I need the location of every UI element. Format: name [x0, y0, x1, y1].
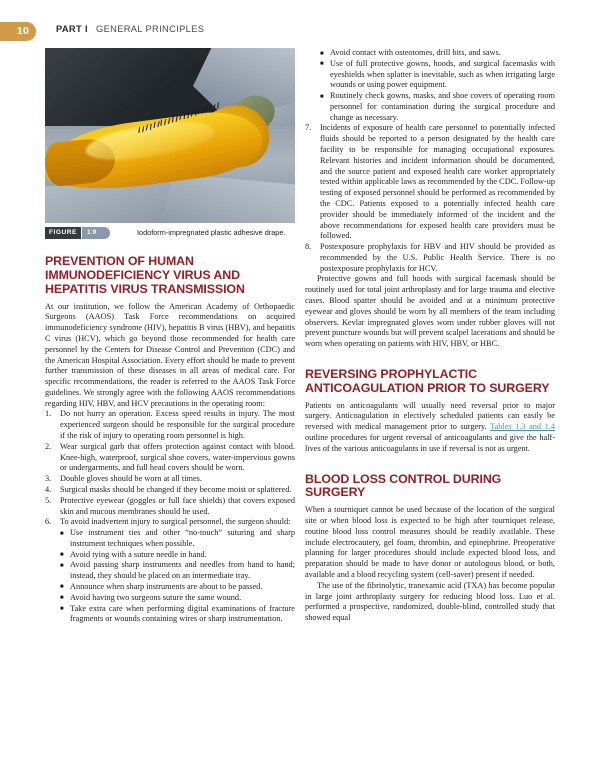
left-column	[45, 48, 295, 625]
list-item-text: Use instrument ties and other “no-touch” suturing and sharp instrument techniques when possible.	[70, 528, 295, 548]
square-bullet-icon: ■	[60, 606, 64, 613]
square-bullet-icon: ■	[60, 530, 64, 537]
list-item	[45, 517, 295, 528]
list-item-text: Postexposure prophylaxis for HBV and HIV should be provided as recommended by the U.S. Public Health Service. There is no postexposure prophylaxis for HCV.	[320, 242, 555, 273]
list-item-text: Announce when sharp instruments are about to be passed.	[70, 581, 263, 591]
list-item	[60, 560, 295, 582]
blood-loss-paragraph-1: When a tourniquet cannot be used because of the location of the surgical site or when blood loss is expected to be high after tourniquet release, routine blood loss control measures should be readily available. These include electrocautery, gel foam, thrombin, and epinephrine. Preoperative planning for larger procedures should include expected blood loss, and preparation should be made to have donor or autologous blood, or both, available and a blood recycling system (cell-saver) present if needed.	[305, 505, 555, 580]
list-item-text: Routinely check gowns, masks, and shoe covers of operating room personnel for contamination during the surgical procedure and change as necessary.	[330, 91, 555, 122]
list-item-text: Incidents of exposure of health care personnel to potentially infected fluids should be reported to a person designated by the health care facility to be responsible for managing occupational exposures. Relevant histories and incident information should be documented, and the source patient and exposed health care worker appropriately tested within applicable laws as recommended by the CDC. Follow-up testing of exposed personnel should be performed as recommended by the CDC. Patients exposed to a potentially infected health care provider should be immediately informed of the incident and the above recommendations for exposed health care providers must be followed.	[320, 123, 555, 241]
figure-caption-text: Iodoform-impregnated plastic adhesive drape.	[137, 228, 286, 237]
right-column	[305, 48, 555, 624]
list-item	[45, 409, 295, 441]
list-item-text: To avoid inadvertent injury to surgical personnel, the surgeon should:	[60, 517, 291, 527]
list-item-text: Use of full protective gowns, hoods, and surgical facemasks with eyeshields when splatter is inevitable, such as when irrigating large wounds or using power equipment.	[330, 58, 555, 90]
list-item	[60, 604, 295, 626]
list-item-number: 3.	[45, 474, 52, 484]
section-heading-blood-loss: BLOOD LOSS CONTROL DURING SURGERY	[305, 471, 502, 500]
square-bullet-icon: ■	[320, 93, 324, 100]
list-item	[305, 242, 555, 274]
list-item-text: Avoid passing sharp instruments and needles from hand to hand; instead, they should be placed on an intermediate tray.	[70, 560, 295, 581]
list-item-number: 5.	[45, 495, 52, 505]
hiv-recommendations-list-continued	[305, 123, 555, 274]
list-item-number: 7.	[305, 123, 312, 133]
list-item	[60, 528, 295, 550]
list-item	[320, 91, 555, 123]
list-item-text: Avoid contact with osteotomes, drill bits, and saws.	[330, 48, 501, 57]
list-item	[60, 582, 295, 593]
list-item	[320, 48, 555, 59]
list-item-number: 2.	[45, 441, 52, 451]
list-item	[45, 442, 295, 474]
list-item-text: Wear surgical garb that offers protection against contact with blood. Knee-high, waterproof, surgical shoe covers, water-impervious gowns or undergarments, and full head covers should be worn.	[60, 441, 295, 473]
section-heading-anticoagulation: REVERSING PROPHYLACTIC ANTICOAGULATION PRIOR TO SURGERY	[305, 366, 550, 395]
square-bullet-icon: ■	[60, 584, 64, 591]
running-head	[0, 22, 600, 42]
list-item-text: Surgical masks should be changed if they become moist or splattered.	[60, 484, 292, 494]
figure-label: FIGURE	[45, 227, 81, 239]
figure-number: 1.9	[82, 227, 110, 239]
list-item-number: 4.	[45, 484, 52, 494]
list-item-text: Avoid having two surgeons suture the same wound.	[70, 592, 242, 602]
list-item-number: 8.	[305, 242, 312, 252]
list-item-number: 6.	[45, 517, 52, 527]
list-item	[45, 485, 295, 496]
list-item	[60, 593, 295, 604]
list-item	[320, 59, 555, 91]
square-bullet-icon: ■	[320, 61, 324, 68]
hiv-closing-paragraph: Protective gowns and full hoods with surgical facemask should be routinely used for total joint arthroplasty and for large trauma and elective cases. Blood spatter should be avoided and at a minimum protective eyewear and gloves should be worn by all members of the team including observers. Kevlar impregnated gloves worn under rubber gloves will not prevent puncture wounds but will prevent scalpel lacerations and should be worn when operating on patients with HIV, HBV, or HBC.	[305, 274, 555, 349]
square-bullet-icon: ■	[60, 552, 64, 559]
list-item-text: Avoid tying with a suture needle in hand.	[70, 549, 207, 559]
figure-image	[45, 48, 295, 223]
anticoagulation-paragraph	[305, 401, 555, 455]
list-item-text: Do not hurry an operation. Excess speed results in injury. The most experienced surgeon should be responsible for the surgical procedure if the risk of injury to operating room personnel is high.	[60, 409, 295, 441]
blood-loss-paragraph-2: The use of the fibrinolytic, tranexamic acid (TXA) has become popular in large joint arthroplasty surgery for reducing blood loss. Luo et al. performed a prospective, randomized, double-blind, controlled study that showed equal	[305, 580, 555, 623]
square-bullet-icon: ■	[60, 595, 64, 602]
list-item	[45, 496, 295, 518]
hiv-recommendations-list	[45, 409, 295, 528]
hiv-sublist-left	[45, 528, 295, 625]
list-item	[45, 474, 295, 485]
list-item-number: 1.	[45, 409, 52, 419]
section-heading-hiv: PREVENTION OF HUMAN IMMUNODEFICIENCY VIRUS AND HEPATITIS VIRUS TRANSMISSION	[45, 254, 245, 296]
list-item-text: Double gloves should be worn at all times.	[60, 474, 202, 484]
list-item	[60, 550, 295, 561]
square-bullet-icon: ■	[320, 50, 324, 57]
anticoagulation-text-part2: outline procedures for urgent reversal of anticoagulants and give the half-lives of the various anticoagulants in use if reversal is not as urgent.	[305, 433, 555, 453]
page-number-badge: 10	[0, 22, 36, 41]
running-head-title: GENERAL PRINCIPLES	[96, 24, 205, 34]
anticoagulation-text-part1: Patients on anticoagulants will usually need reversal prior to major surgery. Anticoagulation in electively scheduled patients can easily be reversed with medical management prior to surgery.	[305, 400, 555, 432]
list-item-text: Take extra care when performing digital examinations of fracture fragments or wounds containing wires or sharp instrumentation.	[70, 603, 295, 624]
hiv-intro-paragraph: At our institution, we follow the American Academy of Orthopaedic Surgeons (AAOS) Task Force recommendations on acquired immunodeficiency syndrome (HIV), hepatitis B virus (HBV), and hepatitis C virus (HCV), which go beyond those recommended for health care personnel by the Centers for Disease Control and Prevention (CDC) and the American Hospital Association. Every effort should be made to prevent further transmission of these diseases in all areas of medical care. For specific recommendations, the reader is referred to the AAOS Task Force guidelines. We strongly agree with the following AAOS recommendations regarding HIV, HBV, and HCV precautions in the operating room:	[45, 301, 295, 408]
list-item-text: Protective eyewear (goggles or full face shields) that covers exposed skin and mucous membranes should be used.	[60, 495, 295, 516]
running-head-part: PART I	[56, 24, 88, 34]
hiv-sublist-right	[305, 48, 555, 123]
tables-crossref-link[interactable]: Tables 1.3 and 1.4	[490, 422, 555, 432]
square-bullet-icon: ■	[60, 562, 64, 569]
list-item	[305, 123, 555, 242]
figure-caption	[45, 227, 295, 240]
